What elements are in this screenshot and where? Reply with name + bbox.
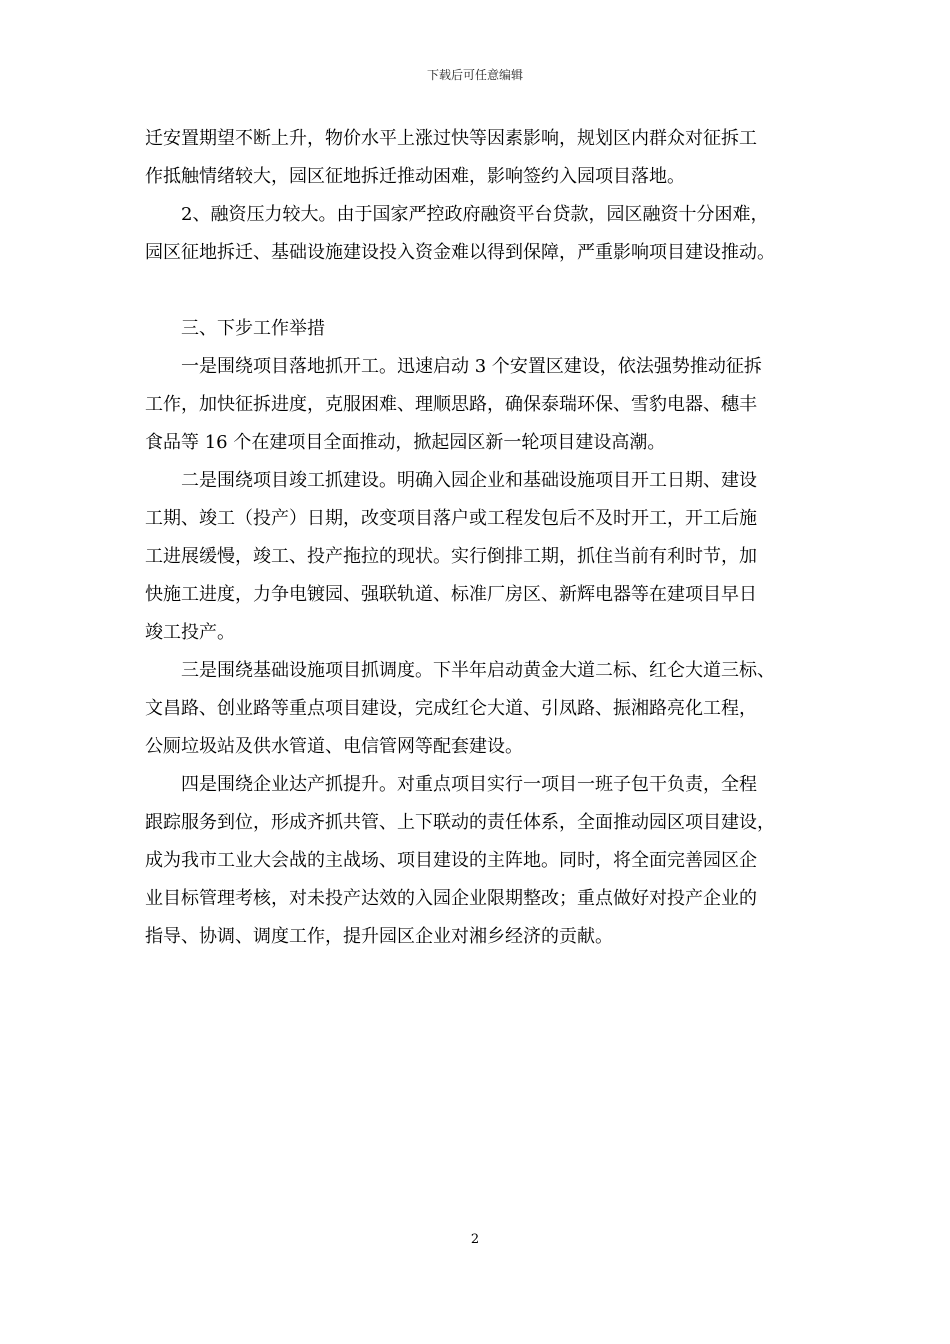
paragraph-resettlement-difficulty — [145, 120, 810, 196]
text-line: 2、融资压力较大。由于国家严控政府融资平台贷款，园区融资十分困难， — [181, 204, 769, 225]
text-line: 迁安置期望不断上升，物价水平上涨过快等因素影响，规划区内群众对征拆工 — [145, 128, 757, 149]
document-body — [145, 120, 810, 956]
text-line: 公厕垃圾站及供水管道、电信管网等配套建设。 — [145, 736, 523, 757]
text-line: 工进展缓慢，竣工、投产拖拉的现状。实行倒排工期，抓住当前有利时节，加 — [145, 546, 757, 567]
text-line: 竣工投产。 — [145, 622, 235, 643]
text-line: 文昌路、创业路等重点项目建设，完成红仑大道、引凤路、振湘路亮化工程， — [145, 698, 757, 719]
text-line: 跟踪服务到位，形成齐抓共管、上下联动的责任体系，全面推动园区项目建设， — [145, 812, 775, 833]
page-header: 下载后可任意编辑 — [426, 68, 523, 82]
text-line: 四是围绕企业达产抓提升。对重点项目实行一项目一班子包干负责，全程 — [181, 774, 757, 795]
text-line: 三是围绕基础设施项目抓调度。下半年启动黄金大道二标、红仑大道三标、 — [181, 660, 775, 681]
paragraph-financing-pressure — [145, 196, 810, 272]
paragraph-measure-one — [145, 348, 810, 462]
text-line: 二是围绕项目竣工抓建设。明确入园企业和基础设施项目开工日期、建设 — [181, 470, 757, 491]
text-line: 快施工进度，力争电镀园、强联轨道、标准厂房区、新辉电器等在建项目早日 — [145, 584, 757, 605]
paragraph-measure-two — [145, 462, 810, 652]
page-number: 2 — [470, 1232, 480, 1247]
text-line: 作抵触情绪较大，园区征地拆迁推动困难，影响签约入园项目落地。 — [145, 166, 685, 187]
paragraph-measure-three — [145, 652, 810, 766]
paragraph-spacer — [145, 272, 810, 310]
text-line: 食品等 16 个在建项目全面推动，掀起园区新一轮项目建设高潮。 — [145, 432, 666, 453]
text-line: 园区征地拆迁、基础设施建设投入资金难以得到保障，严重影响项目建设推动。 — [145, 242, 775, 263]
text-line: 指导、协调、调度工作，提升园区企业对湘乡经济的贡献。 — [145, 926, 613, 947]
text-line: 工作，加快征拆进度，克服困难、理顺思路，确保泰瑞环保、雪豹电器、穗丰 — [145, 394, 757, 415]
text-line: 业目标管理考核，对未投产达效的入园企业限期整改；重点做好对投产企业的 — [145, 888, 757, 909]
paragraph-measure-four — [145, 766, 810, 956]
text-line: 成为我市工业大会战的主战场、项目建设的主阵地。同时，将全面完善园区企 — [145, 850, 757, 871]
text-line: 一是围绕项目落地抓开工。迅速启动 3 个安置区建设，依法强势推动征拆 — [181, 356, 762, 377]
section-heading: 三、下步工作举措 — [181, 318, 325, 339]
section-heading-next-steps — [145, 310, 810, 348]
text-line: 工期、竣工（投产）日期，改变项目落户或工程发包后不及时开工，开工后施 — [145, 508, 757, 529]
